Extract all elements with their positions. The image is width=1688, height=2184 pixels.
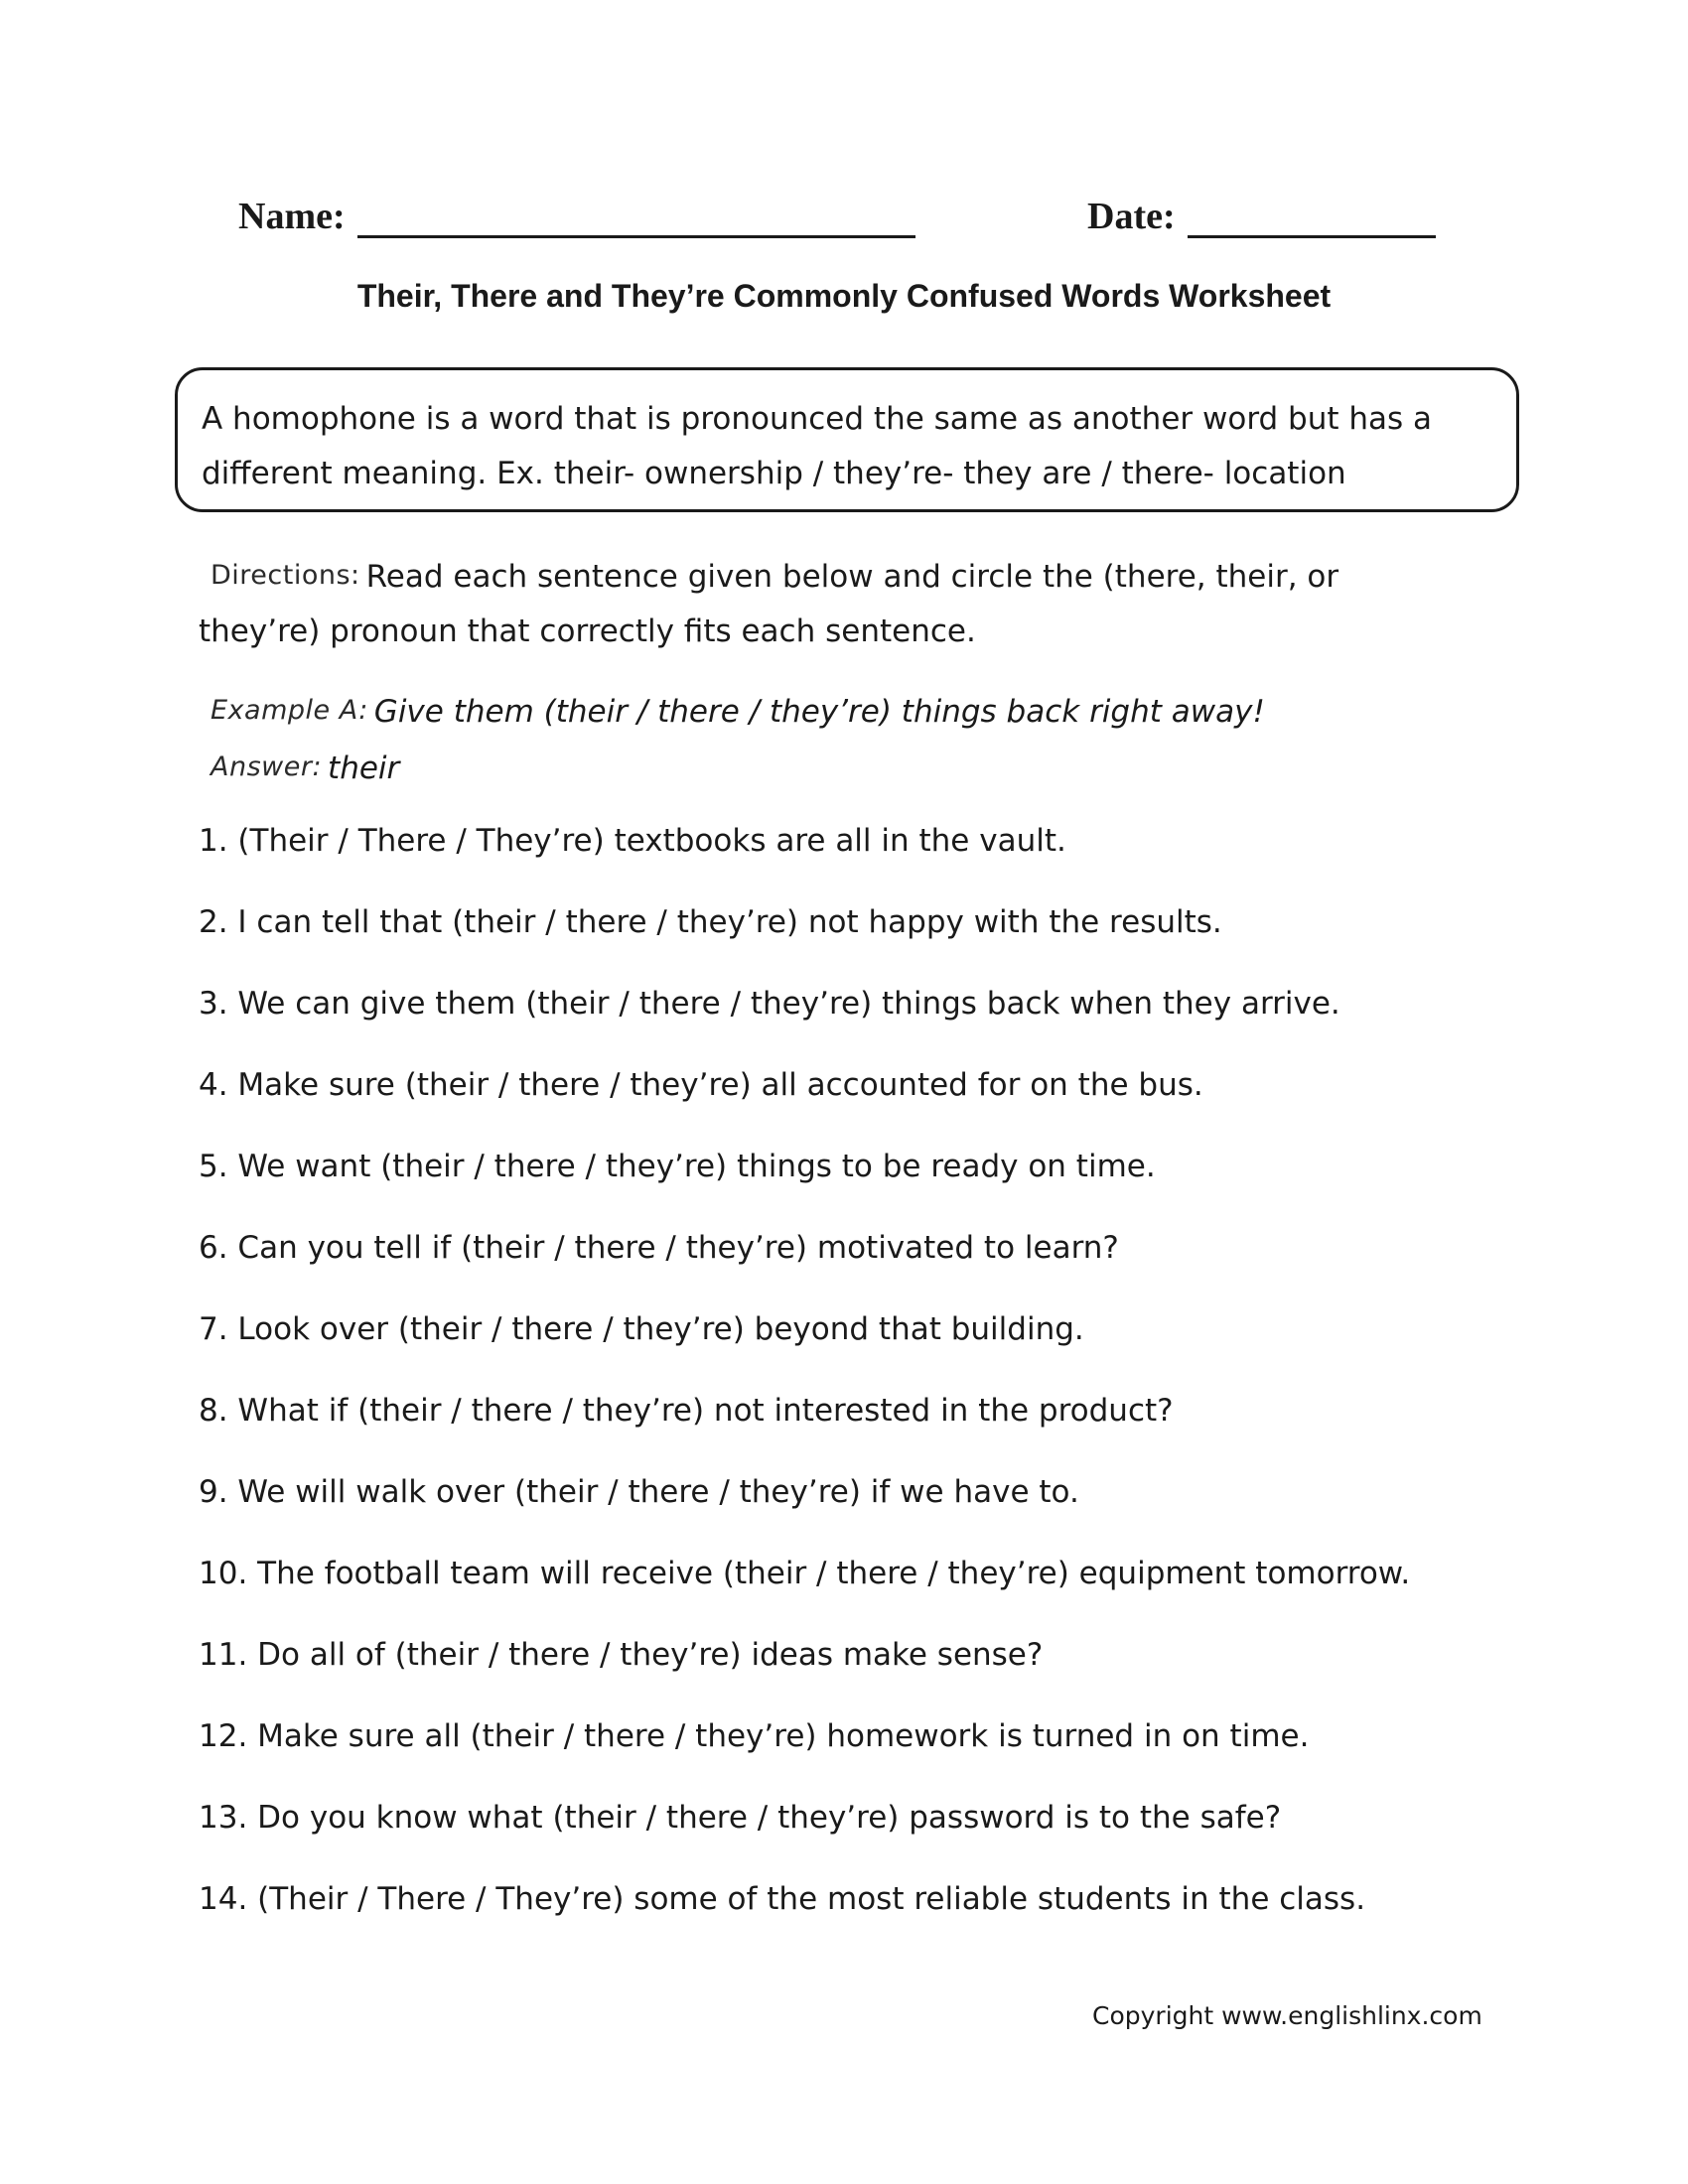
date-label: Date: xyxy=(1087,196,1176,237)
question-item: 12. Make sure all (their / there / they’re) homework is turned in on time. xyxy=(199,1718,1310,1754)
question-item: 8. What if (their / there / they’re) not interested in the product? xyxy=(199,1393,1174,1429)
worksheet-title: Their, There and They’re Commonly Confused Words Worksheet xyxy=(356,278,1332,314)
date-field xyxy=(1087,195,1436,238)
definition-box xyxy=(175,367,1519,512)
question-item: 9. We will walk over (their / there / they’re) if we have to. xyxy=(199,1474,1079,1510)
name-field xyxy=(238,195,915,238)
question-item: 11. Do all of (their / there / they’re) ideas make sense? xyxy=(199,1637,1044,1673)
question-item: 10. The football team will receive (their / there / they’re) equipment tomorrow. xyxy=(199,1556,1411,1591)
example-sentence: Give them (their / there / they’re) things back right away! xyxy=(373,694,1265,730)
example-label: Example A: xyxy=(211,695,368,726)
question-item: 6. Can you tell if (their / there / they’re) motivated to learn? xyxy=(199,1230,1119,1266)
directions-label: Directions: xyxy=(211,560,360,591)
question-item: 14. (Their / There / They’re) some of the most reliable students in the class. xyxy=(199,1881,1366,1917)
definition-line-2: different meaning. Ex. their- ownership / they’re- they are / there- location xyxy=(202,456,1346,491)
name-blank-line[interactable] xyxy=(357,200,915,238)
directions-line-1: Read each sentence given below and circle the (there, their, or xyxy=(365,559,1339,595)
definition-line-1: A homophone is a word that is pronounced the same as another word but has a xyxy=(202,401,1433,437)
answer-label: Answer: xyxy=(211,751,323,782)
question-item: 4. Make sure (their / there / they’re) all accounted for on the bus. xyxy=(199,1067,1203,1103)
question-list xyxy=(199,814,1519,1954)
example-answer: their xyxy=(328,751,400,786)
question-item: 2. I can tell that (their / there / they’re) not happy with the results. xyxy=(199,904,1222,940)
copyright-notice: Copyright www.englishlinx.com xyxy=(1092,2001,1482,2030)
question-item: 7. Look over (their / there / they’re) beyond that building. xyxy=(199,1311,1084,1347)
question-item: 3. We can give them (their / there / they’re) things back when they arrive. xyxy=(199,986,1340,1022)
directions-line-2: they’re) pronoun that correctly fits each sentence. xyxy=(199,614,976,649)
question-item: 5. We want (their / there / they’re) things to be ready on time. xyxy=(199,1149,1156,1184)
date-blank-line[interactable] xyxy=(1188,200,1436,238)
directions xyxy=(199,548,1519,659)
question-item: 1. (Their / There / They’re) textbooks are all in the vault. xyxy=(199,823,1066,859)
name-label: Name: xyxy=(238,196,346,237)
name-date-header xyxy=(238,195,1450,254)
question-item: 13. Do you know what (their / there / they’re) password is to the safe? xyxy=(199,1800,1282,1836)
example-block xyxy=(199,683,1519,796)
